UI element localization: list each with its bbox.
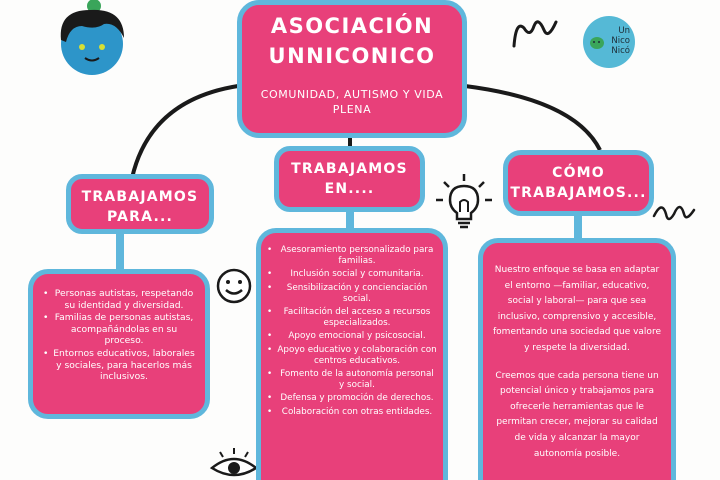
heading-como-line-1: CÓMO	[552, 165, 605, 181]
loop-squiggle-icon	[652, 198, 696, 228]
list-item: • Sensibilización y concienciación social.	[267, 283, 437, 305]
heading-en-line-2: EN....	[324, 181, 375, 197]
squiggle-icon	[510, 18, 560, 50]
en-list	[267, 245, 437, 418]
title-box	[237, 0, 467, 138]
eye-icon	[208, 446, 260, 480]
en-body-box	[256, 228, 448, 480]
right-arc	[465, 86, 600, 150]
connector-para	[116, 232, 124, 272]
list-item: • Inclusión social y comunitaria.	[267, 269, 437, 280]
unniconico-logo	[583, 16, 635, 68]
como-paragraph-2: Creemos que cada persona tiene un potencial único y trabajamos para ofrecerle herramientas que le permitan crecer, mejorar su calidad de vida y alcanzar la mayor autonomía posible.	[495, 370, 659, 459]
logo-face-icon	[589, 36, 605, 50]
heading-como-trabajamos	[503, 150, 654, 216]
list-item: • Apoyo emocional y psicosocial.	[267, 331, 437, 342]
list-item: • Defensa y promoción de derechos.	[267, 393, 437, 404]
list-item: • Entornos educativos, laborales y sociales, para hacerlos más inclusivos.	[43, 348, 195, 383]
left-arc	[132, 86, 238, 178]
list-item: • Facilitación del acceso a recursos especializados.	[267, 307, 437, 329]
heading-para-line-1: TRABAJAMOS	[81, 189, 199, 205]
smiley-icon	[214, 266, 254, 306]
list-item: • Asesoramiento personalizado para familias.	[267, 245, 437, 267]
como-paragraph-1: Nuestro enfoque se basa en adaptar el entorno —familiar, educativo, social y laboral— para que sea inclusivo, comprensivo y accesible, fomentando una sociedad que valore y respete la diversidad.	[493, 265, 661, 353]
logo-line-1: Un	[618, 26, 630, 36]
lightbulb-icon	[432, 172, 496, 236]
para-body-box	[28, 269, 210, 419]
title-subtitle: COMUNIDAD, AUTISMO Y VIDA PLENA	[260, 88, 444, 116]
heading-como-line-2: TRABAJAMOS...	[510, 185, 647, 201]
heading-trabajamos-en	[274, 146, 425, 212]
title-line-1: ASOCIACIÓN	[270, 14, 434, 38]
para-list	[43, 288, 195, 383]
list-item: • Personas autistas, respetando su identidad y diversidad.	[43, 288, 195, 311]
como-body-box	[478, 238, 676, 480]
heading-en-line-1: TRABAJAMOS	[291, 161, 408, 177]
title-line-2: UNNICONICO	[268, 44, 436, 68]
logo-line-2: Nico	[611, 36, 630, 46]
child-avatar-icon	[52, 0, 132, 82]
list-item: • Apoyo educativo y colaboración con centros educativos.	[267, 345, 437, 367]
list-item: • Colaboración con otras entidades.	[267, 407, 437, 418]
heading-trabajamos-para	[66, 174, 214, 234]
list-item: • Familias de personas autistas, acompañándolas en su proceso.	[43, 312, 195, 347]
logo-line-3: Nicó	[611, 46, 630, 56]
heading-para-line-2: PARA...	[106, 209, 174, 225]
list-item: • Fomento de la autonomía personal y social.	[267, 369, 437, 391]
